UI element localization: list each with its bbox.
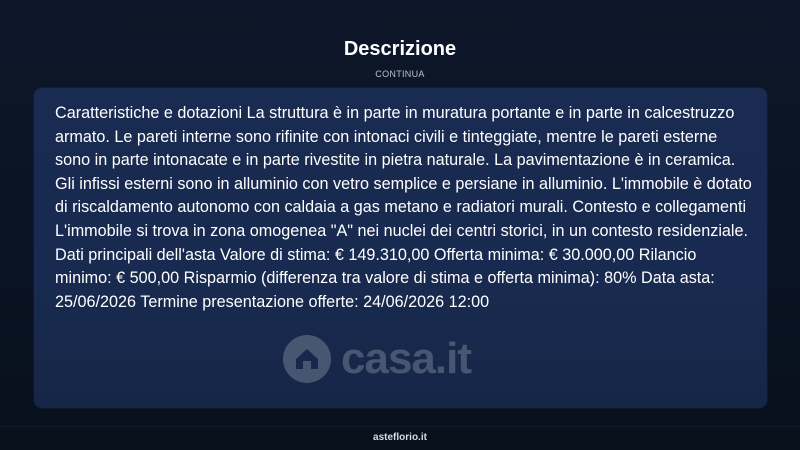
description-text: Caratteristiche e dotazioni La struttura è in parte in muratura portante e in parte in calcestruzzo armato. Le pareti interne sono rifinite con intonaci civili e tinteggiate, mentre le pareti esterne sono in parte intonacate e in parte rivestite in pietra naturale. La pavimentazione è in ceramica. Gli infissi esterni sono in alluminio con vetro semplice e persiane in alluminio. L'immobile è dotato di riscaldamento autonomo con caldaia a gas metano e radiatori murali. Contesto e collegamenti L'immobile si trova in zona omogenea "A" nei nuclei dei centri storici, in un contesto residenziale. Dati principali dell'asta Valore di stima: € 149.310,00 Offerta minima: € 30.000,00 Rilancio minimo: € 500,00 Risparmio (differenza tra valore di stima e offerta minima): 80% Data asta: 25/06/2026 Termine presentazione offerte: 24/06/2026 12:00	[55, 104, 752, 311]
header	[0, 38, 800, 79]
footer	[0, 426, 800, 450]
continue-link[interactable]: CONTINUA	[375, 69, 425, 79]
watermark	[283, 334, 523, 384]
page-title: Descrizione	[343, 38, 457, 60]
watermark-text: casa.it	[341, 334, 471, 383]
footer-site[interactable]: asteflorio.it	[373, 432, 427, 443]
house-icon	[283, 335, 331, 383]
